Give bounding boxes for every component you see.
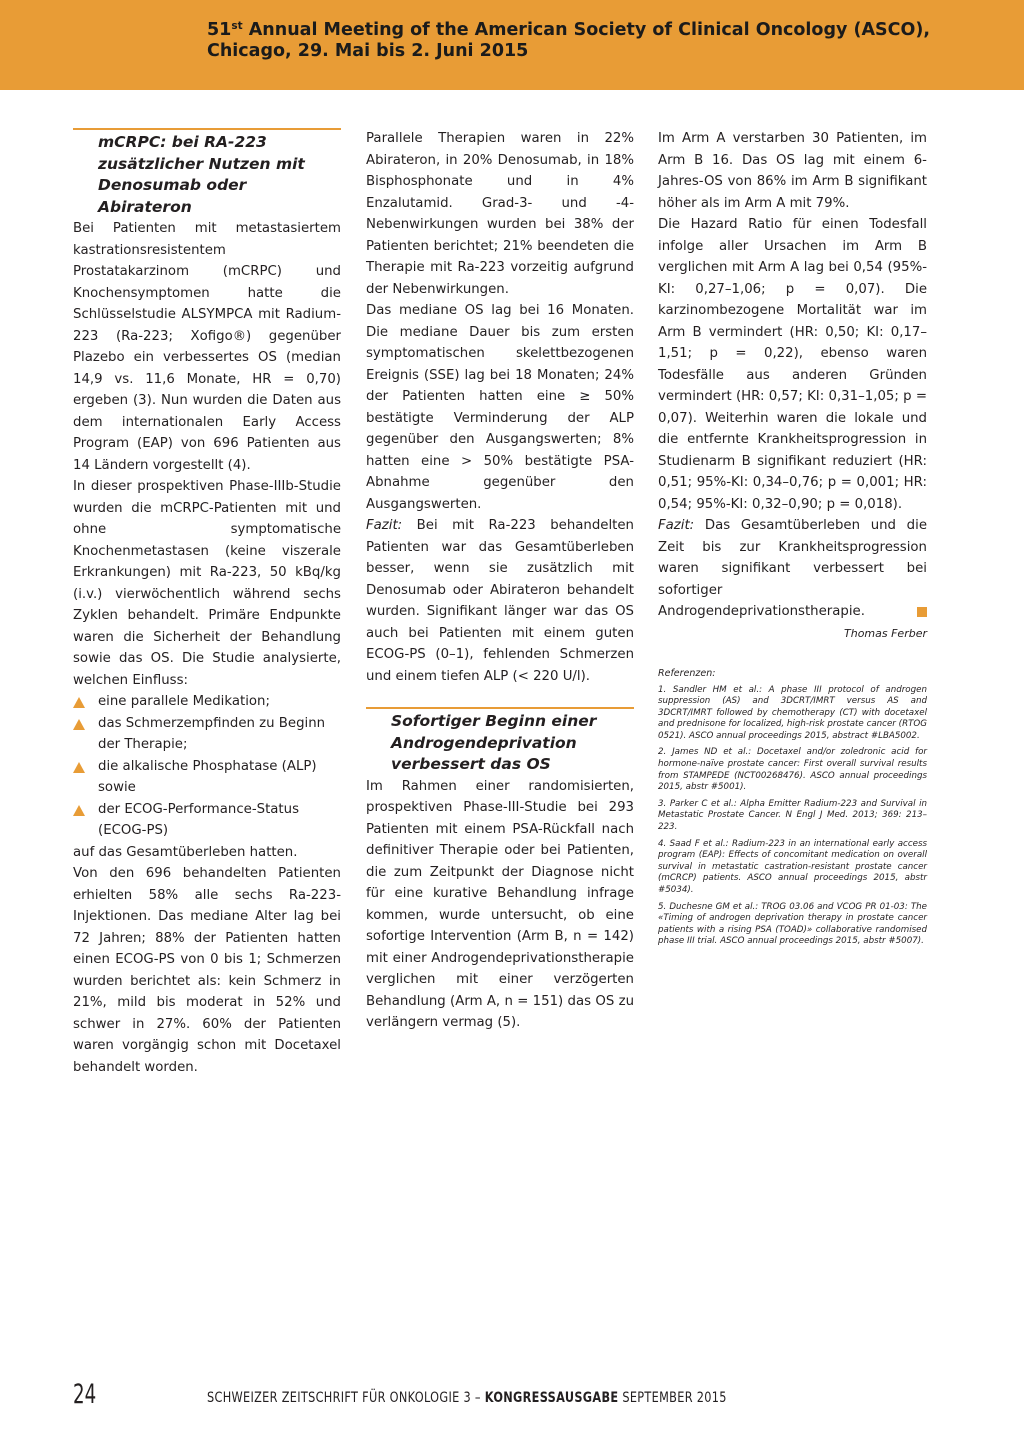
reference-item: 3. Parker C et al.: Alpha Emitter Radium-223 and Survival in Metastatic Prostate Cancer. N Engl J Med. 2013; 369: 213–223. — [658, 798, 927, 833]
title-line-2: Chicago, 29. Mai bis 2. Juni 2015 — [207, 41, 529, 61]
list-item-text: der ECOG-Performance-Status (ECOG-PS) — [98, 801, 299, 838]
conclusion-label: Fazit: — [658, 518, 695, 533]
reference-item: 2. James ND et al.: Docetaxel and/or zoledronic acid for hormone-naïve prostate cancer: First overall survival results from STAMPEDE (NCT00268476). ASCO annual proceedings 2015, abstr #5001). — [658, 747, 927, 793]
conclusion-text: Das Gesamtüberleben und die Zeit bis zur Krankheitsprogression waren signifikant verbessert bei sofortiger Androgendeprivationstherapie. — [658, 518, 927, 619]
list-item-text: die alkalische Phosphatase (ALP) sowie — [98, 758, 317, 795]
journal-name: SCHWEIZER ZEITSCHRIFT FÜR ONKOLOGIE 3 – — [207, 1390, 485, 1406]
page-number: 24 — [73, 1379, 97, 1410]
reference-item: 5. Duchesne GM et al.: TROG 03.06 and VCOG PR 01-03: The «Timing of androgen deprivation therapy in prostate cancer patients with a rising PSA (TOAD)» collaborative randomised phase III trial. ASCO annual proceedings 2015, abstr #5007). — [658, 901, 927, 947]
section-heading-mcrpc: mCRPC: bei RA-223 zusätzlicher Nutzen mit Denosumab oder Abirateron — [73, 128, 341, 218]
column-2 — [366, 128, 634, 1034]
paragraph: Von den 696 behandelten Patienten erhielten 58% alle sechs Ra-223-Injektionen. Das mediane Alter lag bei 72 Jahren; 88% der Patienten hatten einen ECOG-PS von 0 bis 1; Schmerzen wurden berichtet als: kein Schmerz in 21%, mild bis moderat in 52% und schwer in 27%. 60% der Patienten waren vorgängig schon mit Docetaxel behandelt worden. — [73, 866, 341, 1075]
list-item-text: das Schmerzempfinden zu Beginn der Therapie; — [98, 715, 326, 752]
paragraph: auf das Gesamtüberleben hatten. — [73, 844, 298, 860]
paragraph: In dieser prospektiven Phase-IIIb-Studie wurden die mCRPC-Patienten mit und ohne symptomatische Knochenmetastasen (keine viszerale Erkrankungen) mit Ra-223, 50 kBq/kg (i.v.) vierwöchentlich während sechs Zyklen behandelt. Primäre Endpunkte waren die Sicherheit der Behandlung sowie das OS. Die Studie analysierte, welchen Einfluss: — [73, 479, 341, 688]
column-1 — [73, 128, 341, 1078]
references-label: Referenzen: — [658, 667, 716, 679]
conclusion-paragraph — [658, 515, 927, 623]
end-square-icon — [917, 607, 927, 617]
reference-item: 1. Sandler HM et al.: A phase III protocol of androgen suppression (AS) and 3DCRT/IMRT versus AS and 3DCRT/IMRT followed by chemotherapy (CT) with docetaxel and prednisone for localized, high-risk prostate cancer (RTOG 0521). ASCO annual proceedings 2015, abstract #LBA5002. — [658, 684, 927, 741]
header-bar — [0, 0, 1024, 90]
bullet-list — [73, 691, 341, 842]
journal-date: SEPTEMBER 2015 — [618, 1390, 727, 1406]
triangle-bullet-icon — [73, 805, 85, 816]
triangle-bullet-icon — [73, 697, 85, 708]
journal-footer — [207, 1388, 727, 1408]
paragraph: Die Hazard Ratio für einen Todesfall infolge aller Ursachen im Arm B verglichen mit Arm A lag bei 0,54 (95%-KI: 0,27–1,06; p = 0,07). Die karzinombezogene Mortalität war im Arm B vermindert (HR: 0,50; KI: 0,17–1,51; p = 0,22), ebenso waren Todesfälle aus anderen Gründen vermindert (HR: 0,57; KI: 0,31–1,05; p = 0,07). Weiterhin waren die lokale und die entfernte Krankheitsprogression in Studienarm B signifikant reduziert (HR: 0,51; 95%-KI: 0,34–0,76; p = 0,001; HR: 0,54; 95%-KI: 0,32–0,90; p = 0,018). — [658, 217, 927, 512]
title-line-1 — [207, 20, 1007, 41]
conclusion-label: Fazit: — [366, 518, 403, 533]
conclusion-paragraph — [366, 515, 634, 687]
title-superscript: st — [231, 20, 243, 32]
paragraph: Bei Patienten mit metastasiertem kastrationsresistentem Prostatakarzinom (mCRPC) und Knochensymptomen hatte die Schlüsselstudie ALSYMPCA mit Radium-223 (Ra-223; Xofigo®) gegenüber Plazebo ein verbessertes OS (median 14,9 vs. 11,6 Monate, HR = 0,70) ergeben (3). Nun wurden die Daten aus dem internationalen Early Access Program (EAP) von 696 Patienten aus 14 Ländern vorgestellt (4). — [73, 221, 341, 473]
list-item — [73, 713, 341, 756]
title-line-1-text: Annual Meeting of the American Society of Clinical Oncology (ASCO), — [242, 20, 930, 40]
paragraph: Das mediane OS lag bei 16 Monaten. Die mediane Dauer bis zum ersten symptomatischen skelettbezogenen Ereignis (SSE) lag bei 18 Monaten; 24% der Patienten hatten eine ≥ 50% bestätigte Verminderung der ALP gegenüber den Ausgangswerten; 8% hatten eine > 50% bestätigte PSA-Abnahme gegenüber den Ausgangswerten. — [366, 303, 634, 512]
journal-issue-label: KONGRESSAUSGABE — [484, 1390, 619, 1406]
title-ordinal: 51 — [207, 20, 232, 40]
paragraph: Parallele Therapien waren in 22% Abirateron, in 20% Denosumab, in 18% Bisphosphonate und in 4% Enzalutamid. Grad-3- und -4-Nebenwirkungen wurden bei 38% der Patienten berichtet; 21% beendeten die Therapie mit Ra-223 vorzeitig aufgrund der Nebenwirkungen. — [366, 131, 634, 297]
references — [658, 667, 927, 948]
paragraph: Im Arm A verstarben 30 Patienten, im Arm B 16. Das OS lag mit einem 6-Jahres-OS von 86% im Arm B signifikant höher als im Arm A mit 79%. — [658, 131, 927, 211]
section-heading-androgen: Sofortiger Beginn einer Androgendeprivation verbessert das OS — [366, 707, 634, 776]
list-item — [73, 756, 341, 799]
list-item-text: eine parallele Medikation; — [98, 694, 270, 709]
column-3 — [658, 128, 927, 953]
triangle-bullet-icon — [73, 762, 85, 773]
page-title — [207, 20, 1007, 62]
list-item — [73, 691, 341, 713]
conclusion-text: Bei mit Ra-223 behandelten Patienten war das Gesamtüberleben besser, wenn sie zusätzlich mit Denosumab oder Abirateron behandelt wurden. Signifikant länger war das OS auch bei Patienten mit einem guten ECOG-PS (0–1), fehlenden Schmerzen und einem tiefen ALP (< 220 U/l). — [366, 518, 634, 684]
author-name: Thomas Ferber — [844, 626, 927, 640]
list-item — [73, 799, 341, 842]
reference-item: 4. Saad F et al.: Radium-223 in an international early access program (EAP): Effects of concomitant medication on overall survival in metastatic castration-resistant prostate cancer (mCRCP) patients. ASCO annual proceedings 2015, abstr #5034). — [658, 838, 927, 895]
triangle-bullet-icon — [73, 719, 85, 730]
paragraph: Im Rahmen einer randomisierten, prospektiven Phase-III-Studie bei 293 Patienten mit einem PSA-Rückfall nach definitiver Therapie oder bei Patienten, die zum Zeitpunkt der Diagnose nicht für eine kurative Behandlung infrage kommen, wurde untersucht, ob eine sofortige Intervention (Arm B, n = 142) mit einer Androgendeprivationstherapie verglichen mit einer verzögerten Behandlung (Arm A, n = 151) das OS zu verlängern vermag (5). — [366, 778, 634, 1030]
